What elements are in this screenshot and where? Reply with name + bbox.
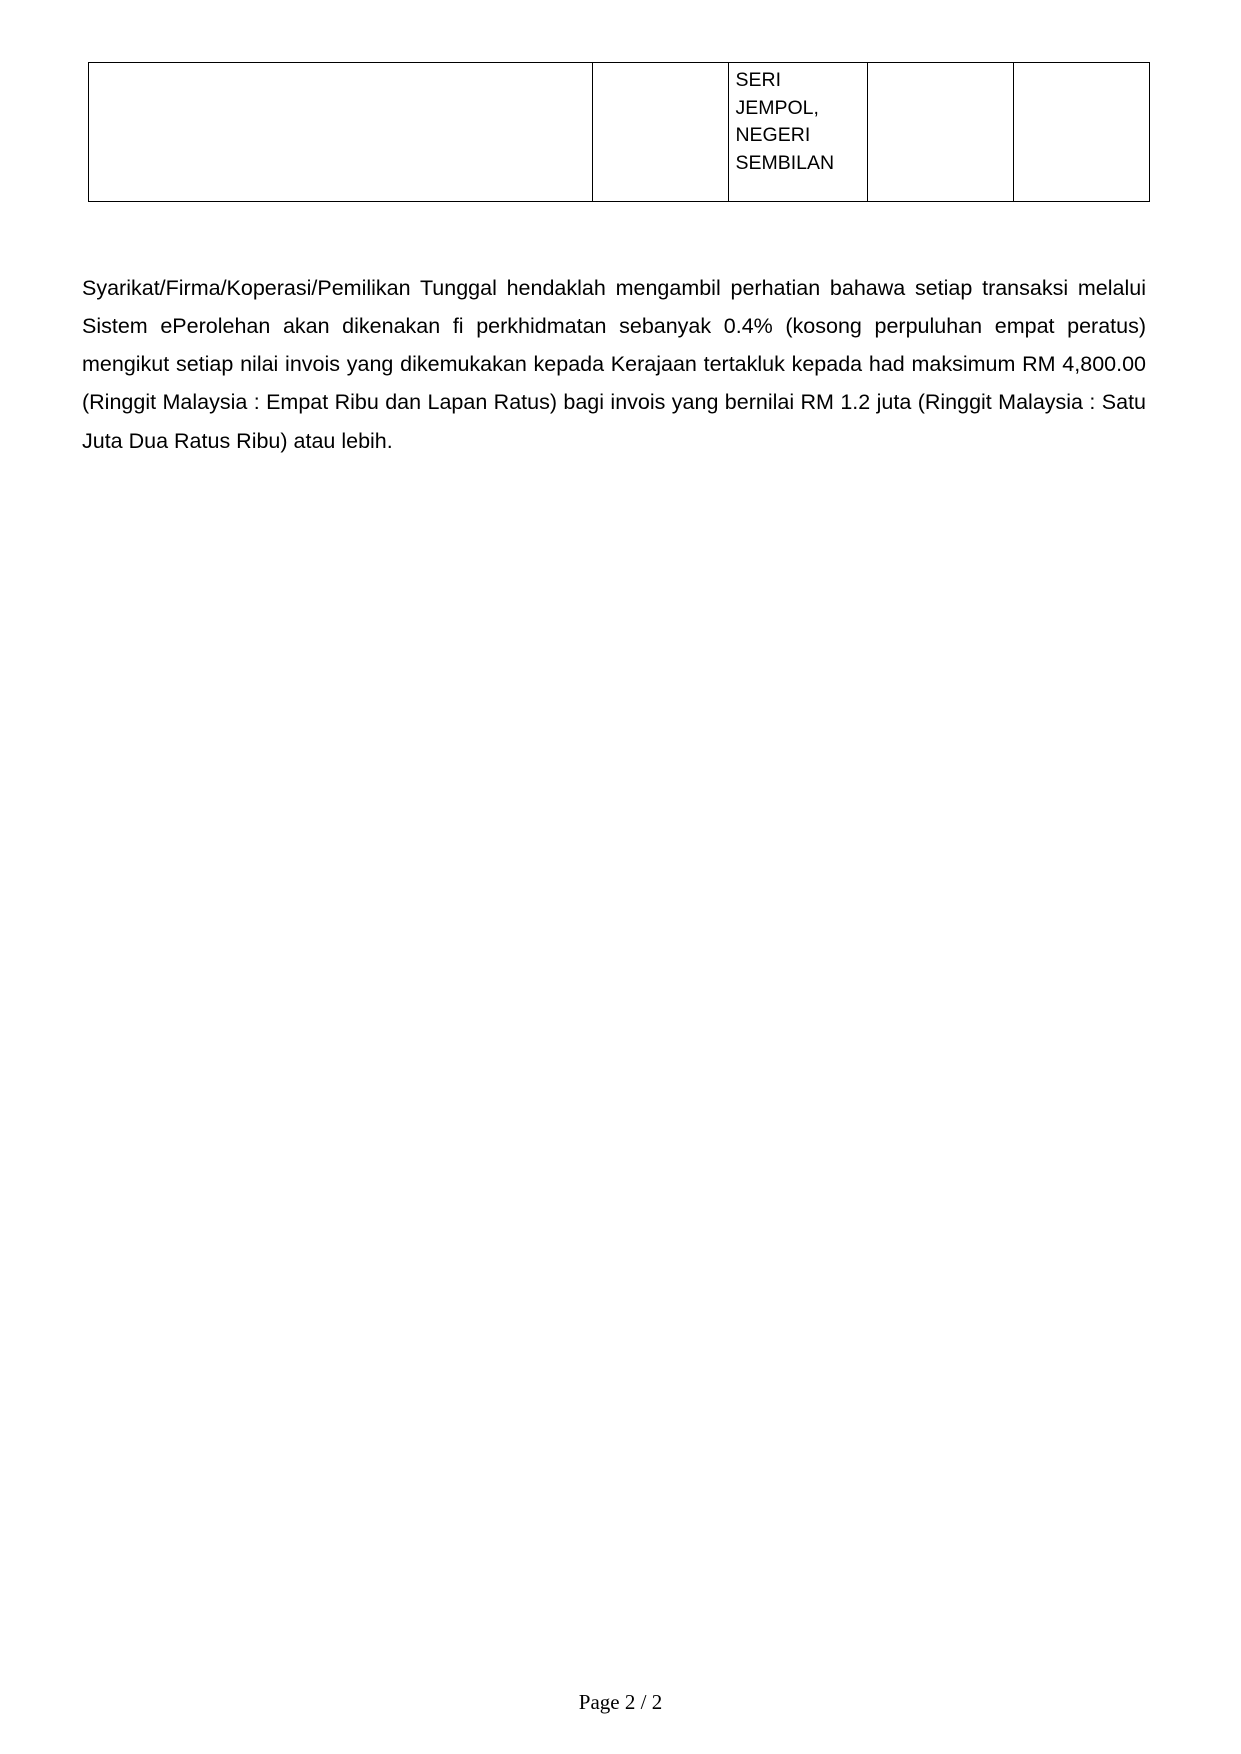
table-row: [89, 63, 1150, 202]
notice-paragraph: Syarikat/Firma/Koperasi/Pemilikan Tunggal hendaklah mengambil perhatian bahawa setiap transaksi melalui Sistem ePerolehan akan dikenakan fi perkhidmatan sebanyak 0.4% (kosong perpuluhan empat peratus) mengikut setiap nilai invois yang dikemukakan kepada Kerajaan tertakluk kepada had maksimum RM 4,800.00 (Ringgit Malaysia : Empat Ribu dan Lapan Ratus) bagi invois yang bernilai RM 1.2 juta (Ringgit Malaysia : Satu Juta Dua Ratus Ribu) atau lebih.: [82, 275, 1146, 453]
location-line-4: SEMBILAN: [735, 152, 835, 175]
continued-table-container: [88, 62, 1150, 202]
location-line-3: NEGERI: [735, 124, 811, 147]
page-number: Page 2 / 2: [578, 1690, 663, 1714]
table-cell-location: [729, 63, 867, 202]
table-cell-value: [867, 63, 1013, 202]
table-cell-remarks: [1013, 63, 1149, 202]
table-cell-code: [593, 63, 729, 202]
table-cell-company: [89, 63, 593, 202]
location-line-2: JEMPOL,: [735, 96, 819, 119]
location-line-1: SERI: [735, 69, 781, 91]
address-table: [88, 62, 1150, 202]
page-footer: [0, 1690, 1241, 1715]
